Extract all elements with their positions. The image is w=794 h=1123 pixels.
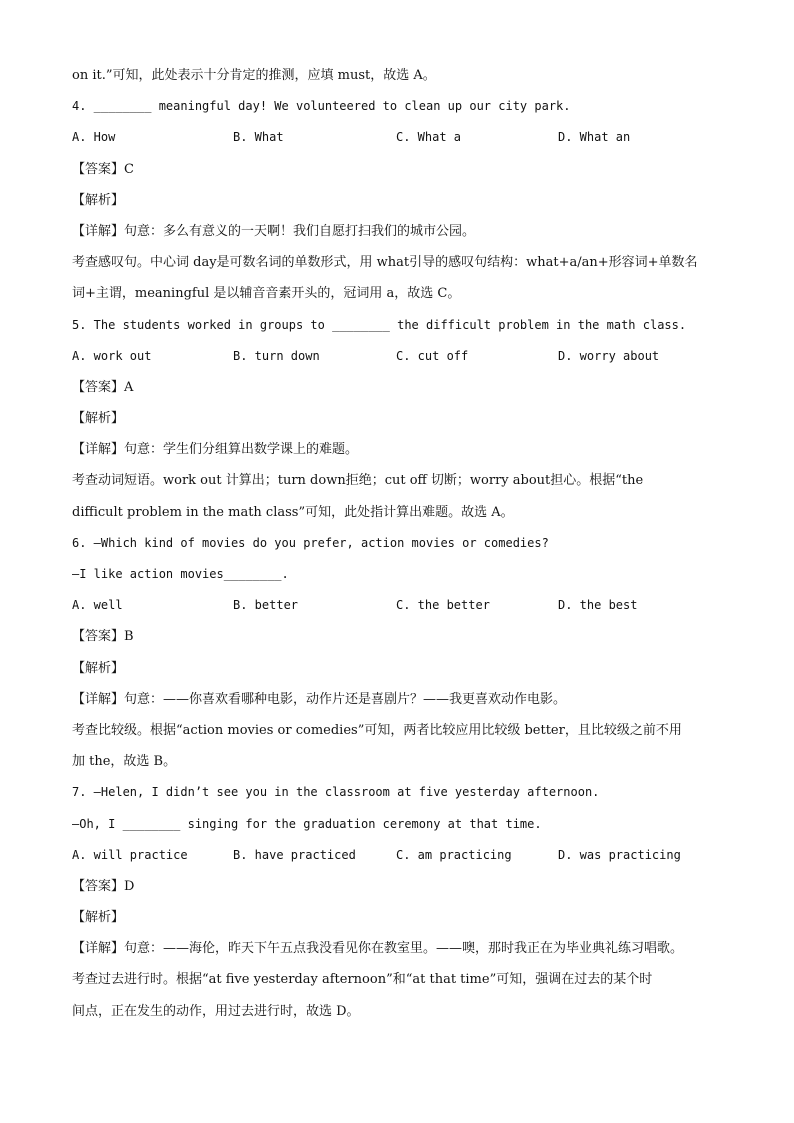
answer-label: 【答案】C bbox=[72, 161, 134, 177]
question-5-options bbox=[72, 341, 732, 372]
option-d: D. the best bbox=[558, 598, 638, 613]
analysis-label: 【解析】 bbox=[72, 192, 125, 208]
option-b: B. have practiced bbox=[233, 847, 356, 862]
explanation-line: difficult problem in the math class”可知，此处指计算出难题。故选 A。 bbox=[72, 504, 514, 520]
analysis-label: 【解析】 bbox=[72, 910, 125, 926]
detail-explanation: 【详解】句意：——海伦，昨天下午五点我没看见你在教室里。——噢，那时我正在为毕业典礼练习唱歌。 bbox=[72, 941, 684, 957]
option-c: C. What a bbox=[396, 130, 462, 145]
detail-explanation: 【详解】句意：——你喜欢看哪种电影，动作片还是喜剧片？——我更喜欢动作电影。 bbox=[72, 691, 567, 707]
explanation-line: 考查感叹句。中心词 day是可数名词的单数形式，用 what引导的感叹句结构：what+a/an+形容词+单数名 bbox=[72, 255, 698, 271]
explanation-line: 考查比较级。根据“action movies or comedies”可知，两者比较应用比较级 better，且比较级之前不用 bbox=[72, 722, 682, 738]
option-c: C. cut off bbox=[396, 348, 469, 363]
explanation-line: 间点，正在发生的动作，用过去进行时，故选 D。 bbox=[72, 1003, 360, 1019]
option-b: B. better bbox=[233, 598, 299, 613]
option-b: B. turn down bbox=[233, 348, 320, 363]
option-b: B. What bbox=[233, 130, 284, 145]
option-a: A. well bbox=[72, 598, 123, 613]
question-6-options bbox=[72, 590, 732, 621]
option-c: C. the better bbox=[396, 598, 490, 613]
question-7-reply: —Oh, I ________ singing for the graduation ceremony at that time. bbox=[72, 816, 542, 831]
analysis-label: 【解析】 bbox=[72, 411, 125, 427]
option-d: D. What an bbox=[558, 130, 631, 145]
question-4-stem: 4. ________ meaningful day! We volunteered to clean up our city park. bbox=[72, 99, 571, 114]
detail-explanation: 【详解】句意：多么有意义的一天啊！我们自愿打扫我们的城市公园。 bbox=[72, 223, 476, 239]
question-7-options bbox=[72, 840, 732, 871]
option-d: D. worry about bbox=[558, 348, 660, 363]
question-5-stem: 5. The students worked in groups to ________ the difficult problem in the math class. bbox=[72, 317, 687, 332]
option-d: D. was practicing bbox=[558, 847, 681, 862]
explanation-line: 考查过去进行时。根据“at five yesterday afternoon”和“at that time”可知，强调在过去的某个时 bbox=[72, 972, 653, 988]
question-6-stem: 6. —Which kind of movies do you prefer, action movies or comedies? bbox=[72, 535, 549, 550]
question-4-options bbox=[72, 122, 732, 153]
detail-explanation: 【详解】句意：学生们分组算出数学课上的难题。 bbox=[72, 442, 359, 458]
answer-label: 【答案】A bbox=[72, 379, 134, 395]
document-page bbox=[72, 60, 732, 1027]
question-6-reply: —I like action movies________. bbox=[72, 567, 289, 581]
explanation-line: on it.”可知，此处表示十分肯定的推测，应填 must，故选 A。 bbox=[72, 68, 436, 83]
explanation-line: 考查动词短语。work out 计算出；turn down拒绝；cut off 切断；worry about担心。根据“the bbox=[72, 473, 644, 489]
option-a: A. How bbox=[72, 130, 116, 145]
option-a: A. will practice bbox=[72, 847, 188, 862]
question-7-stem: 7. —Helen, I didn’t see you in the classroom at five yesterday afternoon. bbox=[72, 785, 600, 800]
analysis-label: 【解析】 bbox=[72, 660, 125, 676]
answer-label: 【答案】D bbox=[72, 878, 135, 894]
option-a: A. work out bbox=[72, 348, 152, 363]
explanation-line: 加 the，故选 B。 bbox=[72, 754, 177, 770]
answer-label: 【答案】B bbox=[72, 629, 134, 645]
option-c: C. am practicing bbox=[396, 847, 512, 862]
explanation-line: 词+主谓，meaningful 是以辅音音素开头的，冠词用 a，故选 C。 bbox=[72, 286, 461, 302]
